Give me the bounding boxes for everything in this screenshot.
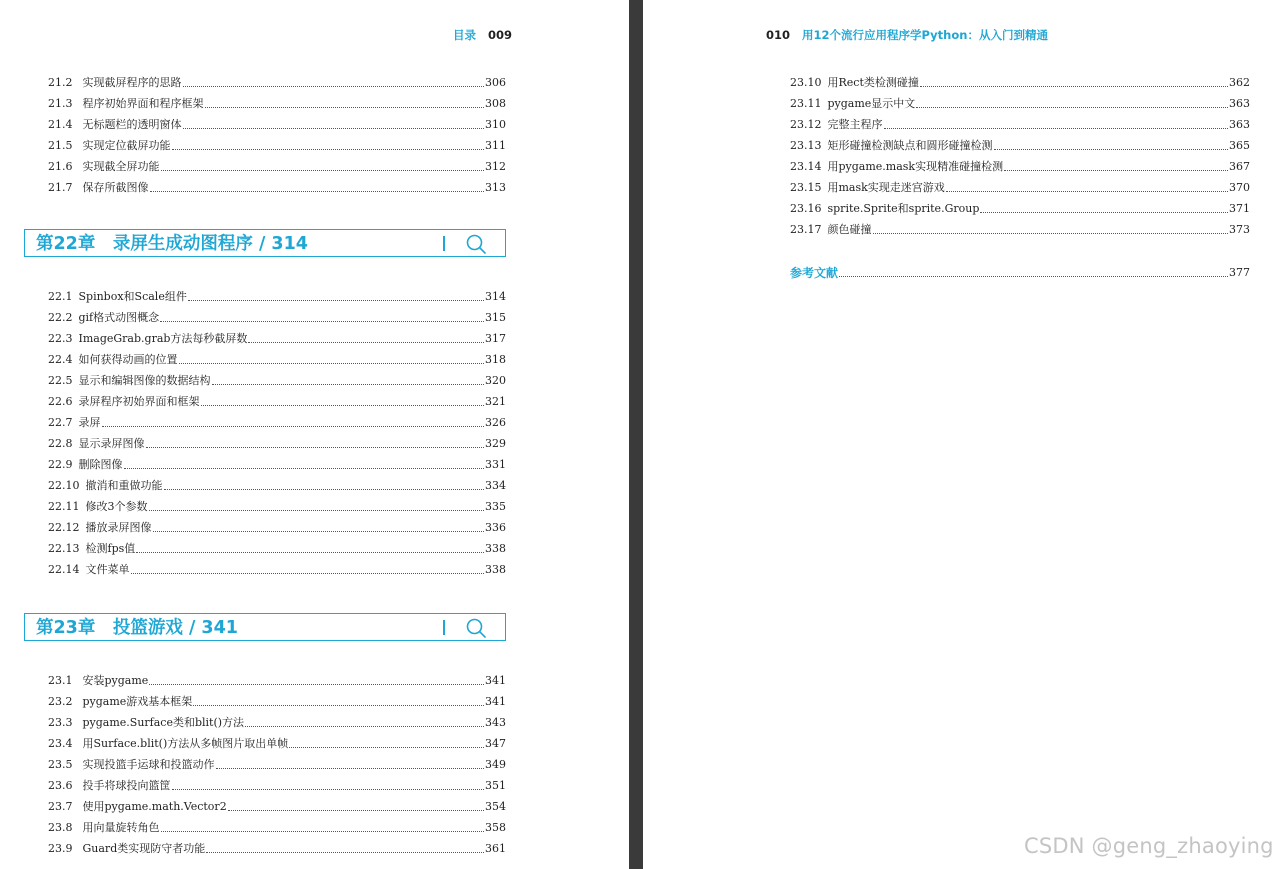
page-number: 318 bbox=[485, 353, 506, 366]
toc-entry[interactable] bbox=[48, 817, 506, 838]
dot-leader bbox=[884, 128, 1229, 129]
section-title: 录屏 bbox=[78, 416, 101, 429]
section-title: 实现截全屏功能 bbox=[82, 160, 160, 173]
toc-entry[interactable] bbox=[48, 114, 506, 135]
page-number: 321 bbox=[485, 395, 506, 408]
book-spine-gutter bbox=[629, 0, 643, 869]
section-number: 22.11 bbox=[48, 500, 80, 513]
page-number: 343 bbox=[485, 716, 506, 729]
dot-leader bbox=[172, 149, 485, 150]
section-title: 播放录屏图像 bbox=[85, 521, 152, 534]
section-number: 22.8 bbox=[48, 437, 73, 450]
page-number: 365 bbox=[1229, 139, 1250, 152]
dot-leader bbox=[161, 831, 485, 832]
page-number: 311 bbox=[485, 139, 506, 152]
toc-entry[interactable] bbox=[48, 496, 506, 517]
section-number: 22.10 bbox=[48, 479, 80, 492]
section-number: 22.2 bbox=[48, 311, 73, 324]
section-title: 保存所截图像 bbox=[82, 181, 149, 194]
references-entry[interactable] bbox=[790, 264, 1250, 280]
toc-entry[interactable] bbox=[790, 177, 1250, 198]
dot-leader bbox=[160, 321, 484, 322]
toc-entry[interactable] bbox=[48, 391, 506, 412]
page-number: 341 bbox=[485, 674, 506, 687]
page-number: 312 bbox=[485, 160, 506, 173]
page-number: 354 bbox=[485, 800, 506, 813]
section-title: 修改3个参数 bbox=[85, 500, 148, 513]
dot-leader bbox=[164, 489, 485, 490]
page-number: 329 bbox=[485, 437, 506, 450]
toc-list-chapter23-right bbox=[790, 72, 1250, 240]
section-number: 22.5 bbox=[48, 374, 73, 387]
section-number: 21.5 bbox=[48, 139, 73, 152]
dot-leader bbox=[248, 342, 484, 343]
section-title: gif格式动图概念 bbox=[78, 311, 160, 324]
toc-entry[interactable] bbox=[48, 286, 506, 307]
dot-leader bbox=[179, 363, 485, 364]
section-number: 23.3 bbox=[48, 716, 73, 729]
dot-leader bbox=[149, 684, 484, 685]
toc-entry[interactable] bbox=[48, 328, 506, 349]
section-title: 录屏程序初始界面和框架 bbox=[78, 395, 200, 408]
toc-list-chapter22 bbox=[48, 286, 506, 580]
toc-entry[interactable] bbox=[48, 177, 506, 198]
section-number: 21.4 bbox=[48, 118, 73, 131]
section-number: 23.2 bbox=[48, 695, 73, 708]
dot-leader bbox=[136, 552, 484, 553]
dot-leader bbox=[172, 789, 485, 790]
section-title: Guard类实现防守者功能 bbox=[82, 842, 206, 855]
section-number: 23.1 bbox=[48, 674, 73, 687]
right-page-number: 010 bbox=[766, 28, 791, 42]
page-number: 367 bbox=[1229, 160, 1250, 173]
toc-entry[interactable] bbox=[48, 93, 506, 114]
references-page: 377 bbox=[1229, 265, 1250, 279]
page-number: 373 bbox=[1229, 223, 1250, 236]
toc-list-chapter23-left bbox=[48, 670, 506, 859]
section-title: pygame显示中文 bbox=[827, 97, 916, 110]
toc-entry[interactable] bbox=[48, 712, 506, 733]
page-number: 351 bbox=[485, 779, 506, 792]
dot-leader bbox=[873, 233, 1229, 234]
section-title: pygame.Surface类和blit()方法 bbox=[82, 716, 245, 729]
section-number: 23.10 bbox=[790, 76, 822, 89]
section-number: 22.13 bbox=[48, 542, 80, 555]
page-number: 363 bbox=[1229, 97, 1250, 110]
page-number: 358 bbox=[485, 821, 506, 834]
section-number: 22.3 bbox=[48, 332, 73, 345]
toc-list-chapter21 bbox=[48, 72, 506, 198]
toc-entry[interactable] bbox=[790, 114, 1250, 135]
section-title: 投手将球投向篮筐 bbox=[82, 779, 171, 792]
dot-leader bbox=[102, 426, 485, 427]
section-title: 如何获得动画的位置 bbox=[78, 353, 178, 366]
chapter-divider bbox=[443, 236, 445, 251]
section-number: 23.4 bbox=[48, 737, 73, 750]
section-number: 23.15 bbox=[790, 181, 822, 194]
toc-entry[interactable] bbox=[790, 135, 1250, 156]
dot-leader bbox=[228, 810, 484, 811]
section-number: 22.6 bbox=[48, 395, 73, 408]
section-title: 实现截屏程序的思路 bbox=[82, 76, 182, 89]
section-number: 23.5 bbox=[48, 758, 73, 771]
section-title: 实现投篮手运球和投篮动作 bbox=[82, 758, 215, 771]
dot-leader bbox=[193, 705, 484, 706]
page-number: 363 bbox=[1229, 118, 1250, 131]
page-number: 347 bbox=[485, 737, 506, 750]
toc-entry[interactable] bbox=[790, 156, 1250, 177]
section-number: 21.7 bbox=[48, 181, 73, 194]
dot-leader bbox=[839, 276, 1228, 277]
section-title: 颜色碰撞 bbox=[827, 223, 872, 236]
section-number: 22.14 bbox=[48, 563, 80, 576]
dot-leader bbox=[201, 405, 485, 406]
section-title: 检测fps值 bbox=[85, 542, 136, 555]
toc-entry[interactable] bbox=[790, 198, 1250, 219]
section-number: 22.1 bbox=[48, 290, 73, 303]
dot-leader bbox=[205, 107, 485, 108]
page-number: 326 bbox=[485, 416, 506, 429]
toc-entry[interactable] bbox=[48, 754, 506, 775]
dot-leader bbox=[150, 191, 485, 192]
section-title: 实现定位截屏功能 bbox=[82, 139, 171, 152]
dot-leader bbox=[183, 86, 485, 87]
dot-leader bbox=[146, 447, 485, 448]
section-number: 23.11 bbox=[790, 97, 822, 110]
page-number: 335 bbox=[485, 500, 506, 513]
right-running-head bbox=[766, 27, 1048, 43]
toc-entry[interactable] bbox=[48, 72, 506, 93]
section-title: 无标题栏的透明窗体 bbox=[82, 118, 182, 131]
section-title: pygame游戏基本框架 bbox=[82, 695, 193, 708]
section-title: 显示和编辑图像的数据结构 bbox=[78, 374, 211, 387]
section-number: 23.14 bbox=[790, 160, 822, 173]
toc-entry[interactable] bbox=[48, 733, 506, 754]
section-title: 显示录屏图像 bbox=[78, 437, 145, 450]
section-number: 21.6 bbox=[48, 160, 73, 173]
section-title: 用pygame.mask实现精准碰撞检测 bbox=[827, 160, 1004, 173]
dot-leader bbox=[124, 468, 485, 469]
section-number: 22.12 bbox=[48, 521, 80, 534]
page-number: 370 bbox=[1229, 181, 1250, 194]
page-number: 314 bbox=[485, 290, 506, 303]
section-number: 23.6 bbox=[48, 779, 73, 792]
dot-leader bbox=[920, 86, 1228, 87]
dot-leader bbox=[206, 852, 484, 853]
toc-entry[interactable] bbox=[48, 412, 506, 433]
page-number: 308 bbox=[485, 97, 506, 110]
section-title: 使用pygame.math.Vector2 bbox=[82, 800, 227, 813]
toc-entry[interactable] bbox=[48, 433, 506, 454]
section-number: 23.17 bbox=[790, 223, 822, 236]
dot-leader bbox=[916, 107, 1228, 108]
page-number: 306 bbox=[485, 76, 506, 89]
page-number: 336 bbox=[485, 521, 506, 534]
chapter22-heading bbox=[24, 229, 506, 257]
section-title: 用Surface.blit()方法从多帧图片取出单帧 bbox=[82, 737, 289, 750]
toc-entry[interactable] bbox=[48, 517, 506, 538]
page-number: 362 bbox=[1229, 76, 1250, 89]
book-title: 用12个流行应用程序学Python：从入门到精通 bbox=[802, 28, 1048, 42]
section-title: sprite.Sprite和sprite.Group bbox=[827, 202, 980, 215]
dot-leader bbox=[212, 384, 485, 385]
toc-entry[interactable] bbox=[48, 307, 506, 328]
section-number: 21.3 bbox=[48, 97, 73, 110]
section-title: Spinbox和Scale组件 bbox=[78, 290, 187, 303]
watermark: CSDN @geng_zhaoying bbox=[1024, 834, 1274, 858]
dot-leader bbox=[183, 128, 485, 129]
section-number: 23.7 bbox=[48, 800, 73, 813]
page-number: 310 bbox=[485, 118, 506, 131]
dot-leader bbox=[161, 170, 485, 171]
toc-entry[interactable] bbox=[48, 475, 506, 496]
section-number: 22.9 bbox=[48, 458, 73, 471]
dot-leader bbox=[188, 300, 484, 301]
section-number: 21.2 bbox=[48, 76, 73, 89]
section-number: 23.8 bbox=[48, 821, 73, 834]
toc-entry[interactable] bbox=[790, 219, 1250, 240]
search-icon[interactable] bbox=[465, 233, 487, 255]
toc-entry[interactable] bbox=[790, 72, 1250, 93]
section-title: 安装pygame bbox=[82, 674, 149, 687]
page-number: 317 bbox=[485, 332, 506, 345]
dot-leader bbox=[153, 531, 485, 532]
dot-leader bbox=[245, 726, 484, 727]
page-number: 371 bbox=[1229, 202, 1250, 215]
section-number: 23.13 bbox=[790, 139, 822, 152]
page-number: 320 bbox=[485, 374, 506, 387]
toc-entry[interactable] bbox=[48, 691, 506, 712]
left-page-number: 009 bbox=[488, 28, 513, 42]
section-title: 矩形碰撞检测缺点和圆形碰撞检测 bbox=[827, 139, 993, 152]
page-number: 341 bbox=[485, 695, 506, 708]
toc-entry[interactable] bbox=[48, 454, 506, 475]
chapter-divider bbox=[443, 620, 445, 635]
toc-entry[interactable] bbox=[48, 670, 506, 691]
dot-leader bbox=[1004, 170, 1228, 171]
page-number: 313 bbox=[485, 181, 506, 194]
toc-entry[interactable] bbox=[48, 838, 506, 859]
toc-entry[interactable] bbox=[48, 370, 506, 391]
toc-entry[interactable] bbox=[48, 156, 506, 177]
section-number: 22.7 bbox=[48, 416, 73, 429]
dot-leader bbox=[980, 212, 1228, 213]
section-title: 程序初始界面和程序框架 bbox=[82, 97, 204, 110]
dot-leader bbox=[131, 573, 485, 574]
chapter23-heading bbox=[24, 613, 506, 641]
section-number: 23.9 bbox=[48, 842, 73, 855]
section-title: 完整主程序 bbox=[827, 118, 883, 131]
section-title: 撤消和重做功能 bbox=[85, 479, 163, 492]
dot-leader bbox=[149, 510, 485, 511]
toc-entry[interactable] bbox=[48, 349, 506, 370]
section-title: 用向量旋转角色 bbox=[82, 821, 160, 834]
left-running-head bbox=[453, 27, 512, 43]
section-title: 用mask实现走迷宫游戏 bbox=[827, 181, 945, 194]
page-number: 338 bbox=[485, 542, 506, 555]
toc-entry[interactable] bbox=[790, 93, 1250, 114]
chapter22-title: 第22章 录屏生成动图程序 / 314 bbox=[36, 234, 308, 254]
toc-entry[interactable] bbox=[48, 538, 506, 559]
dot-leader bbox=[289, 747, 484, 748]
chapter23-title: 第23章 投篮游戏 / 341 bbox=[36, 618, 238, 638]
section-number: 23.12 bbox=[790, 118, 822, 131]
page-number: 315 bbox=[485, 311, 506, 324]
section-number: 22.4 bbox=[48, 353, 73, 366]
references-title: 参考文献 bbox=[790, 265, 839, 280]
page-number: 361 bbox=[485, 842, 506, 855]
page-number: 338 bbox=[485, 563, 506, 576]
page-number: 334 bbox=[485, 479, 506, 492]
toc-entry[interactable] bbox=[48, 796, 506, 817]
toc-entry[interactable] bbox=[48, 559, 506, 580]
section-title: 删除图像 bbox=[78, 458, 123, 471]
section-title: 用Rect类检测碰撞 bbox=[827, 76, 919, 89]
dot-leader bbox=[216, 768, 485, 769]
search-icon[interactable] bbox=[465, 617, 487, 639]
dot-leader bbox=[994, 149, 1229, 150]
toc-entry[interactable] bbox=[48, 775, 506, 796]
section-title: ImageGrab.grab方法每秒截屏数 bbox=[78, 332, 248, 345]
section-number: 23.16 bbox=[790, 202, 822, 215]
toc-entry[interactable] bbox=[48, 135, 506, 156]
section-title: 文件菜单 bbox=[85, 563, 130, 576]
toc-label: 目录 bbox=[453, 28, 476, 42]
page-number: 331 bbox=[485, 458, 506, 471]
page-number: 349 bbox=[485, 758, 506, 771]
dot-leader bbox=[946, 191, 1228, 192]
